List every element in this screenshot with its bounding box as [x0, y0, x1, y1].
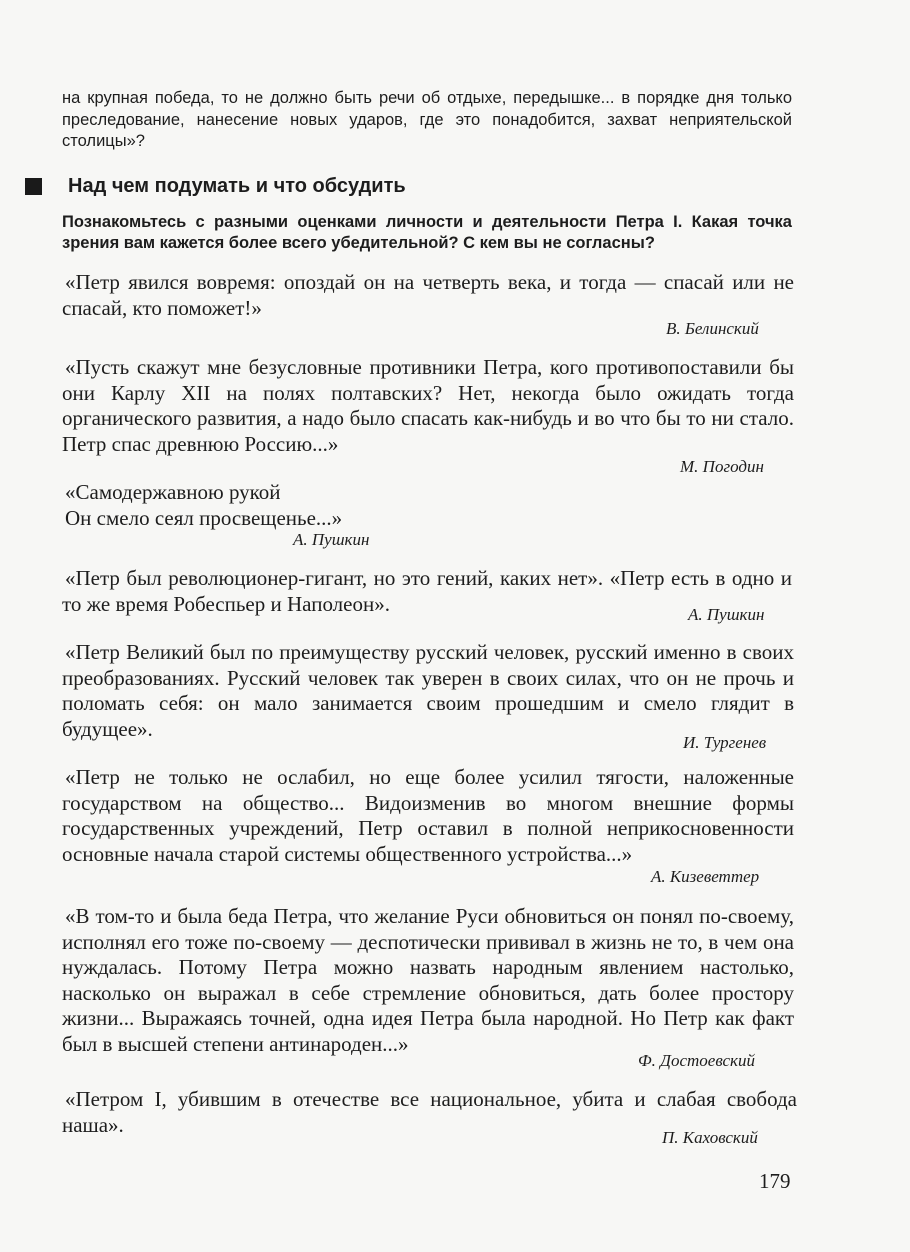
quote-text: «Петр не только не ослабил, но еще более усилил тягости, наложенные государством на общество... Видоизменив во многом внешние формы государственных учреждений, Петр оставил в полной неприкосновенности основные начала старой системы общественного устройства...» — [62, 765, 794, 866]
quote-text: «Петром I, убившим в отечестве все национальное, убита и слабая свобода наша». — [62, 1087, 797, 1137]
quote-author: И. Тургенев — [683, 733, 767, 752]
section-heading — [25, 175, 795, 198]
quote-author: А. Пушкин — [293, 530, 370, 549]
quote-dostoevsky — [62, 904, 794, 1057]
quote-author: Ф. Достоевский — [638, 1051, 756, 1070]
quote-text: «Петр был революционер-гигант, но это гений, каких нет». «Петр есть в одно и то же время Робеспьер и Наполеон». — [62, 566, 792, 616]
poem-line-2: Он смело сеял просвещенье...» — [65, 505, 343, 530]
page-number: 179 — [759, 1169, 791, 1193]
quote-text: «Петр явился вовремя: опоздай он на четверть века, и тогда — спасай или не спасай, кто поможет!» — [62, 270, 794, 320]
bullet-square-icon — [25, 178, 42, 195]
quote-text: «Пусть скажут мне безусловные противники Петра, кого противопоставили бы они Карлу XII на полях полтавских? Нет, некогда было ожидать тогда органического развития, а надо было спасать как-нибудь и во что бы то ни стало. Петр спас древнюю Россию...» — [62, 355, 794, 456]
quote-author: П. Каховский — [662, 1128, 758, 1147]
task-text: Познакомьтесь с разными оценками личности и деятельности Петра I. Какая точка зрения вам кажется более всего убедительной? С кем вы не согласны? — [62, 213, 792, 252]
quote-author: М. Погодин — [680, 457, 764, 476]
intro-paragraph: на крупная победа, то не должно быть речи об отдыхе, передышке... в порядке дня только преследование, нанесение новых ударов, где это понадобится, захват неприятельской столицы»? — [62, 89, 792, 150]
poem-line-1: «Самодержавною рукой — [65, 480, 281, 504]
quote-author: В. Белинский — [666, 319, 759, 338]
quote-author: А. Кизеветтер — [651, 867, 760, 886]
quote-pogodin — [62, 355, 794, 457]
quote-pushkin-poem — [62, 480, 794, 531]
quote-turgenev — [62, 640, 794, 742]
quote-kizevetter — [62, 765, 794, 867]
quote-pushkin — [62, 566, 792, 617]
quote-text: «Петр Великий был по преимуществу русский человек, русский именно в своих преобразованиях. Русский человек так уверен в своих силах, что он не прочь и поломать себя: он мало занимается своим прошедшим и смело глядит в будущее». — [62, 640, 794, 741]
quote-belinsky — [62, 270, 794, 321]
quote-author: А. Пушкин — [688, 605, 765, 624]
quote-text: «В том-то и была беда Петра, что желание Руси обновиться он понял по-своему, исполнял его тоже по-своему — деспотически прививал в жизнь не то, в чем она нуждалась. Потому Петра можно назвать народным явлением настолько, насколько он выражал в себе стремление обновиться, дать более простору жизни... Выражаясь точней, одна идея Петра была народной. Но Петр как факт был в высшей степени антинароден...» — [62, 904, 794, 1056]
section-heading-text: Над чем подумать и что обсудить — [68, 175, 406, 197]
